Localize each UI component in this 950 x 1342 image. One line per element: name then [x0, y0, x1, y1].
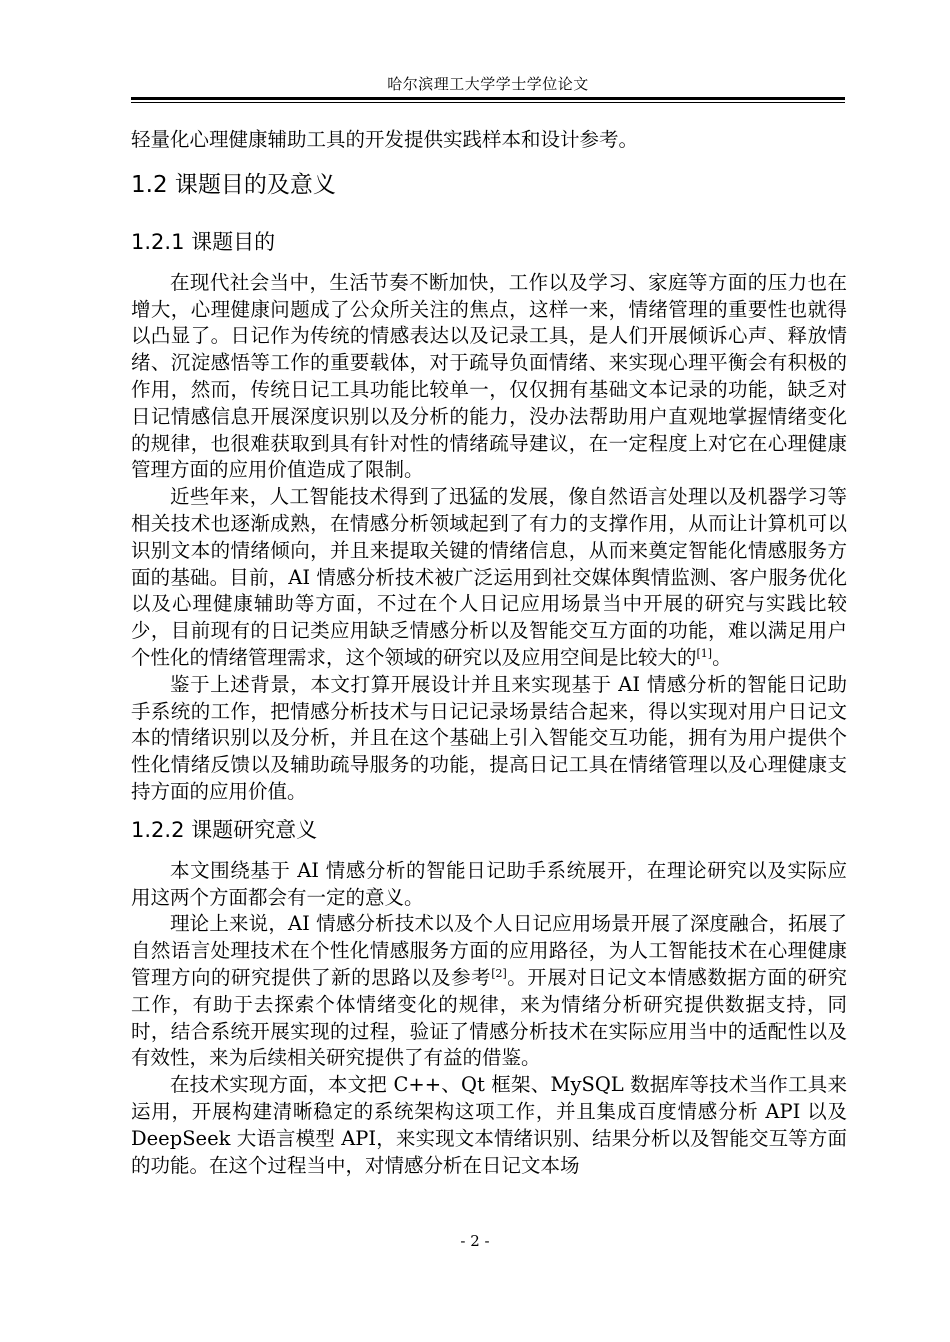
- paragraph-5-tail: 。开展对日记文本情感数据方面的研究工作，有助于去探索个体情绪变化的规律，来为情绪分析研究提供数据支持，同时，结合系统开展实现的过程，验证了情感分析技术在实际应用当中的适配性以及有效性，来为后续相关研究提供了有益的借鉴。: [131, 965, 847, 1070]
- citation-ref-1[interactable]: [1]: [696, 646, 713, 660]
- citation-ref-2[interactable]: [2]: [491, 966, 507, 980]
- paragraph-6: 在技术实现方面，本文把 C++、Qt 框架、MySQL 数据库等技术当作工具来运用，开展构建清晰稳定的系统架构这项工作，并且集成百度情感分析 API 以及 DeepSeek 大语言模型 API，来实现文本情绪识别、结果分析以及智能交互等方面的功能。在这个过程当中，对情感分析在日记文本场: [131, 1073, 847, 1177]
- paragraph-2-tail: 。: [712, 645, 732, 669]
- subsection-heading-1: 1.2.1 课题目的: [131, 229, 276, 254]
- header-rule-thin: [131, 102, 845, 103]
- section-heading: 1.2 课题目的及意义: [131, 171, 336, 198]
- paragraph-2: [131, 484, 847, 672]
- page-number: - 2 -: [460, 1232, 490, 1250]
- continuation-paragraph: 轻量化心理健康辅助工具的开发提供实践样本和设计参考。: [131, 128, 639, 151]
- paragraph-5: [131, 911, 847, 1072]
- running-header: 哈尔滨理工大学学士学位论文: [387, 75, 589, 93]
- page-body: [131, 127, 847, 1179]
- header-rule-thick: [131, 97, 845, 100]
- paragraph-5-text: 理论上来说，AI 情感分析技术以及个人日记应用场景开展了深度融合，拓展了自然语言处理技术在个性化情感服务方面的应用路径，为人工智能技术在心理健康管理方向的研究提供了新的思路以及参考: [131, 912, 847, 989]
- paragraph-3: 鉴于上述背景，本文打算开展设计并且来实现基于 AI 情感分析的智能日记助手系统的工作，把情感分析技术与日记记录场景结合起来，得以实现对用户日记文本的情绪识别以及分析，并且在这个基础上引入智能交互功能，拥有为用户提供个性化情绪反馈以及辅助疏导服务的功能，提高日记工具在情绪管理以及心理健康支持方面的应用价值。: [131, 672, 847, 803]
- subsection-heading-2: 1.2.2 课题研究意义: [131, 817, 318, 842]
- paragraph-4: 本文围绕基于 AI 情感分析的智能日记助手系统展开，在理论研究以及实际应用这两个方面都会有一定的意义。: [131, 858, 847, 909]
- paragraph-1: 在现代社会当中，生活节奏不断加快，工作以及学习、家庭等方面的压力也在增大，心理健康问题成了公众所关注的焦点，这样一来，情绪管理的重要性也就得以凸显了。日记作为传统的情感表达以及记录工具，是人们开展倾诉心声、释放情绪、沉淀感悟等工作的重要载体，对于疏导负面情绪、来实现心理平衡会有积极的作用，然而，传统日记工具功能比较单一，仅仅拥有基础文本记录的功能，缺乏对日记情感信息开展深度识别以及分析的能力，没办法帮助用户直观地掌握情绪变化的规律，也很难获取到具有针对性的情绪疏导建议，在一定程度上对它在心理健康管理方面的应用价值造成了限制。: [131, 270, 847, 482]
- paragraph-2-text: 近些年来，人工智能技术得到了迅猛的发展，像自然语言处理以及机器学习等相关技术也逐渐成熟，在情感分析领域起到了有力的支撑作用，从而让计算机可以识别文本的情绪倾向，并且来提取关键的情绪信息，从而来奠定智能化情感服务方面的基础。目前，AI 情感分析技术被广泛运用到社交媒体舆情监测、客户服务优化以及心理健康辅助等方面，不过在个人日记应用场景当中开展的研究与实践比较少，目前现有的日记类应用缺乏情感分析以及智能交互方面的功能，难以满足用户个性化的情绪管理需求，这个领域的研究以及应用空间是比较大的: [131, 485, 847, 669]
